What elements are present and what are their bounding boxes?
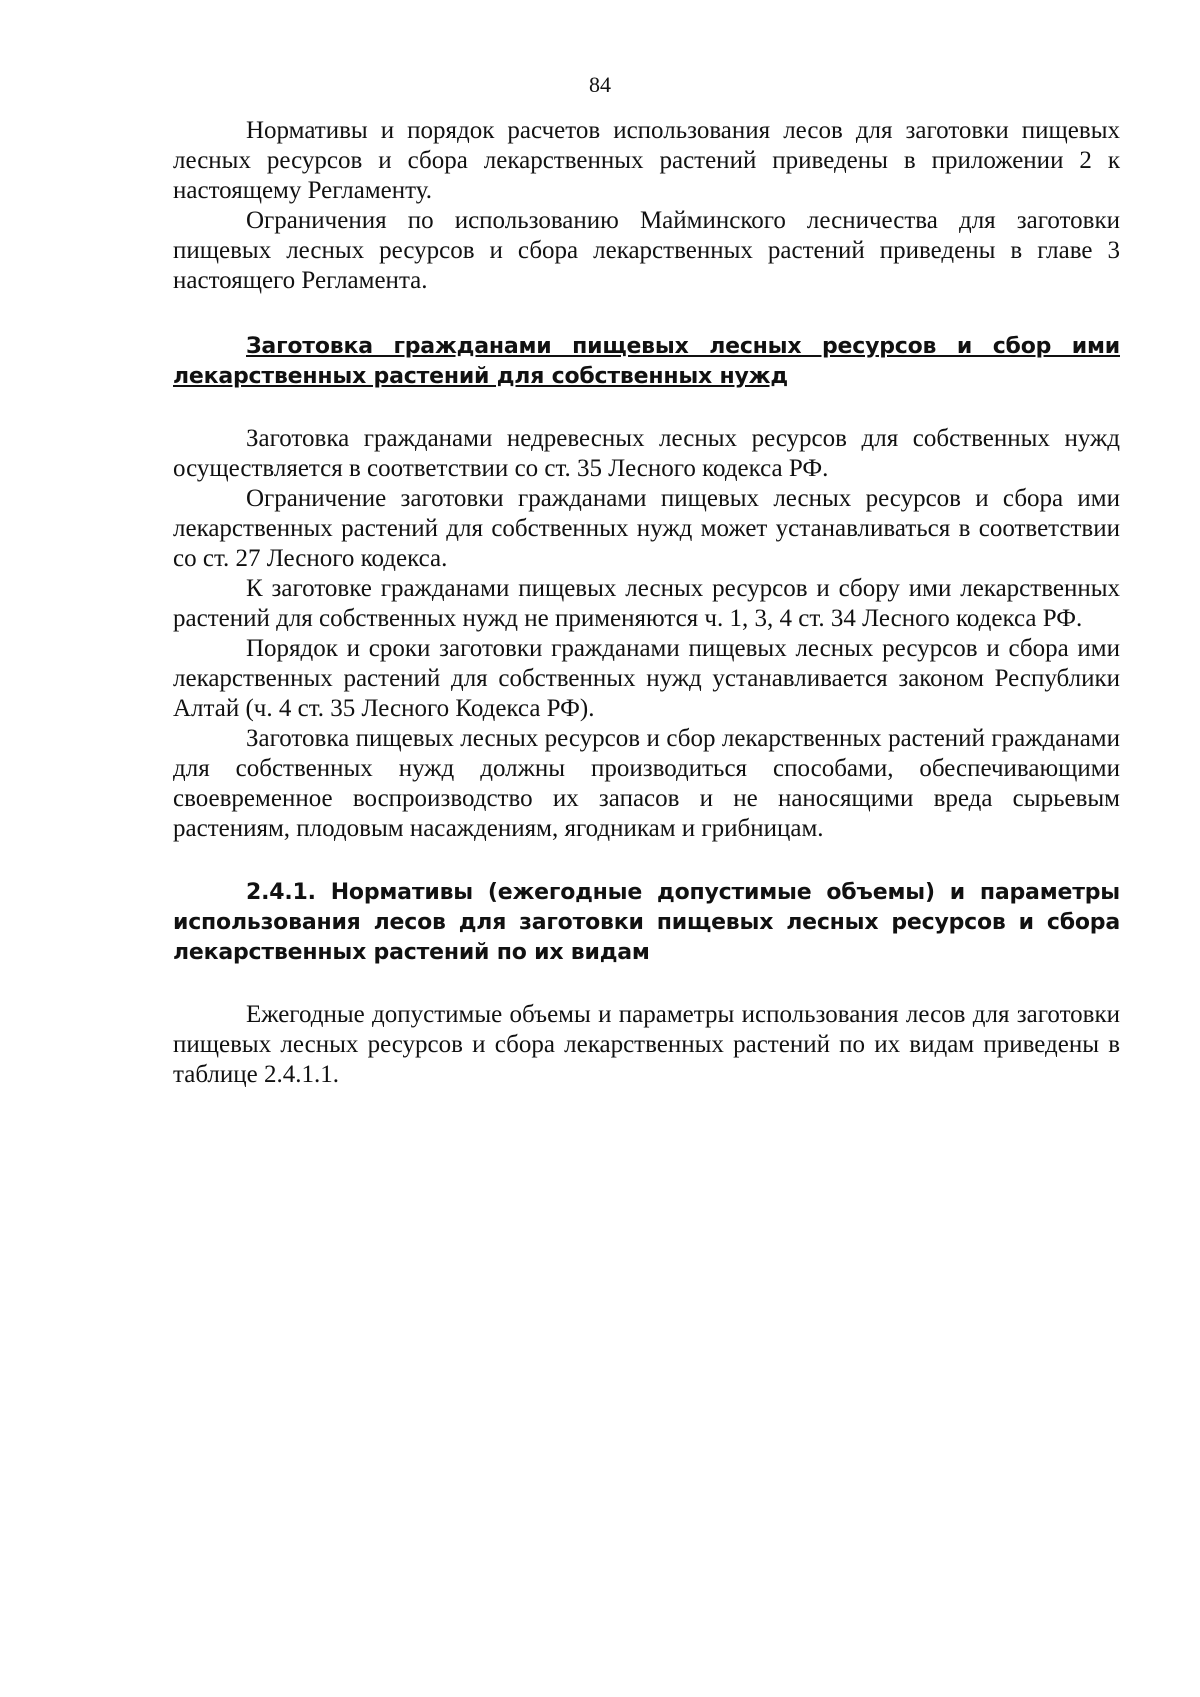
page-number: 84 — [589, 72, 611, 97]
paragraph-restrictions: Ограничения по использованию Майминского лесничества для заготовки пищевых лесных ресурсов и сбора лекарственных растений приведены в главе 3 настоящего Регламента. — [173, 207, 1120, 294]
spacer — [173, 844, 1120, 878]
section-heading-2-4-1: 2.4.1. Нормативы (ежегодные допустимые объемы) и параметры использования лесов для заготовки пищевых лесных ресурсов и сбора лекарственных растений по их видам — [173, 880, 1120, 965]
paragraph-harvest-methods: Заготовка пищевых лесных ресурсов и сбор лекарственных растений гражданами для собственных нужд должны производиться способами, обеспечивающими своевременное воспроизводство их запасов и не наносящими вреда сырьевым растениям, плодовым насаждениям, ягодникам и грибницам. — [173, 725, 1120, 842]
paragraph-annual-volumes: Ежегодные допустимые объемы и параметры использования лесов для заготовки пищевых лесных ресурсов и сбора лекарственных растений по их видам приведены в таблице 2.4.1.1. — [173, 1001, 1120, 1088]
paragraph-not-applied: К заготовке гражданами пищевых лесных ресурсов и сбору ими лекарственных растений для собственных нужд не применяются ч. 1, 3, 4 ст. 34 Лесного кодекса РФ. — [173, 575, 1120, 632]
paragraph-procedure-terms: Порядок и сроки заготовки гражданами пищевых лесных ресурсов и сбора ими лекарственных растений для собственных нужд устанавливается законом Республики Алтай (ч. 4 ст. 35 Лесного Кодекса РФ). — [173, 635, 1120, 722]
spacer — [173, 968, 1120, 1000]
spacer — [173, 296, 1120, 332]
spacer — [173, 392, 1120, 424]
paragraph-nontimber-resources: Заготовка гражданами недревесных лесных ресурсов для собственных нужд осуществляется в соответствии со ст. 35 Лесного кодекса РФ. — [173, 425, 1120, 482]
paragraph-harvest-restriction: Ограничение заготовки гражданами пищевых лесных ресурсов и сбора ими лекарственных растений для собственных нужд может устанавливаться в соответствии со ст. 27 Лесного кодекса. — [173, 485, 1120, 572]
paragraph-norms-order: Нормативы и порядок расчетов использования лесов для заготовки пищевых лесных ресурсов и сбора лекарственных растений приведены в приложении 2 к настоящему Регламенту. — [173, 117, 1120, 204]
section-heading-citizens-harvest: Заготовка гражданами пищевых лесных ресурсов и сбор ими лекарственных растений для собственных нужд — [173, 334, 1120, 389]
page-content — [173, 116, 1120, 1090]
